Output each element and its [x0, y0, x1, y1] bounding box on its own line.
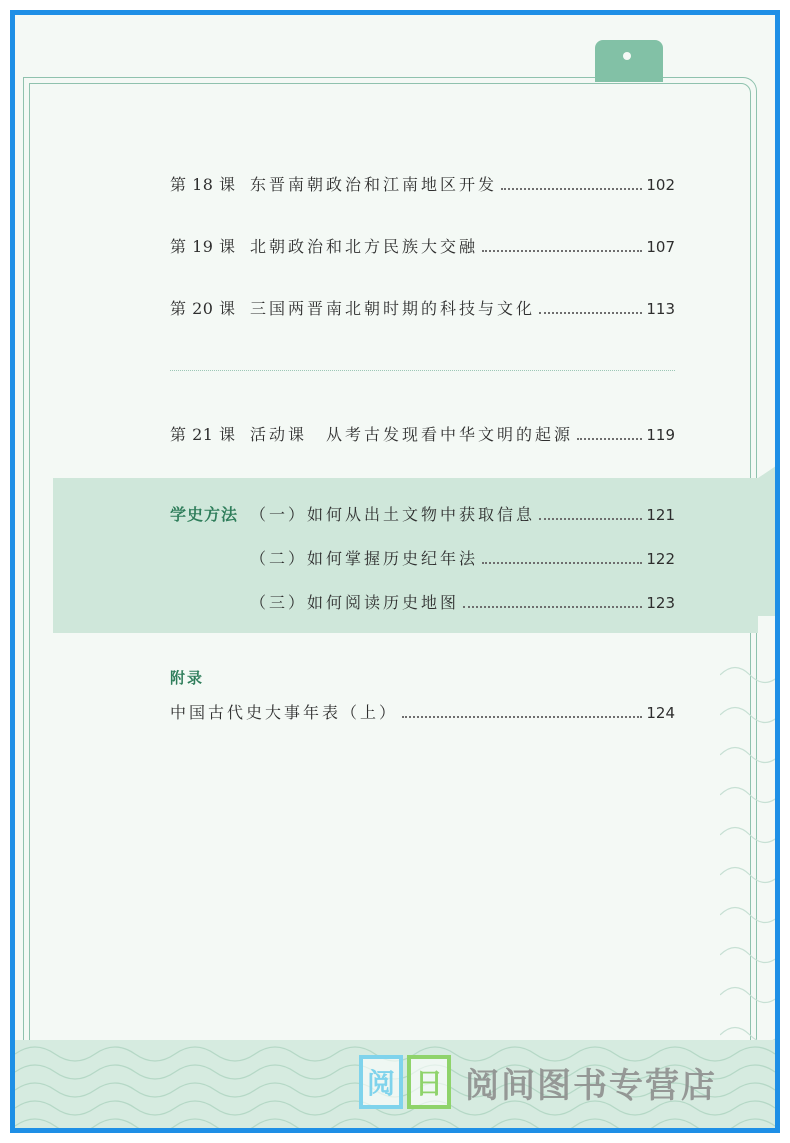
- store-name: 阅间图书专营店: [465, 1065, 717, 1106]
- toc-row-method-1[interactable]: [170, 499, 675, 525]
- toc-row-lesson-19[interactable]: [170, 231, 675, 257]
- dot-leader: [482, 562, 642, 564]
- dot-leader: [539, 518, 642, 520]
- page-number: 102: [646, 176, 675, 194]
- page-frame: [10, 10, 780, 1133]
- logo-glyph-right: 日: [407, 1055, 451, 1109]
- toc-row-method-2[interactable]: [170, 543, 675, 569]
- bookmark-tag: [595, 40, 663, 82]
- dot-leader: [463, 606, 642, 608]
- toc-row-appendix-1[interactable]: [170, 697, 675, 723]
- section-divider: [170, 370, 675, 371]
- dot-leader: [482, 250, 642, 252]
- dot-leader: [539, 312, 642, 314]
- lesson-number: 第 21 课: [170, 425, 236, 444]
- tag-hole: [623, 52, 631, 60]
- dot-leader: [501, 188, 642, 190]
- lesson-title: 三国两晋南北朝时期的科技与文化: [250, 299, 536, 318]
- lesson-title: 活动课 从考古发现看中华文明的起源: [250, 425, 574, 444]
- toc-row-lesson-20[interactable]: [170, 293, 675, 319]
- toc-row-lesson-18[interactable]: [170, 169, 675, 195]
- dot-leader: [577, 438, 642, 440]
- page-number: 119: [646, 426, 675, 444]
- dot-leader: [402, 716, 642, 718]
- lesson-number: 第 20 课: [170, 299, 236, 318]
- store-watermark: [355, 1047, 717, 1117]
- page-number: 121: [646, 506, 675, 524]
- page-number: 107: [646, 238, 675, 256]
- lesson-number: 第 18 课: [170, 175, 236, 194]
- page-number: 122: [646, 550, 675, 568]
- method-title: （一）如何从出土文物中获取信息: [250, 505, 536, 524]
- side-wave-pattern: [720, 655, 780, 1055]
- band-tab: [758, 466, 776, 616]
- method-title: （三）如何阅读历史地图: [250, 593, 460, 612]
- appendix-label: 附录: [170, 669, 205, 687]
- book-logo-icon: [355, 1051, 455, 1113]
- appendix-title: 中国古代史大事年表（上）: [170, 703, 399, 722]
- page-number: 113: [646, 300, 675, 318]
- lesson-title: 东晋南朝政治和江南地区开发: [250, 175, 498, 194]
- page-number: 124: [646, 704, 675, 722]
- toc-row-method-3[interactable]: [170, 587, 675, 613]
- method-title: （二）如何掌握历史纪年法: [250, 549, 479, 568]
- logo-glyph-left: 阅: [359, 1055, 403, 1109]
- toc-row-lesson-21[interactable]: [170, 419, 675, 445]
- lesson-title: 北朝政治和北方民族大交融: [250, 237, 479, 256]
- history-methods-label: 学史方法: [170, 505, 239, 524]
- page-number: 123: [646, 594, 675, 612]
- lesson-number: 第 19 课: [170, 237, 236, 256]
